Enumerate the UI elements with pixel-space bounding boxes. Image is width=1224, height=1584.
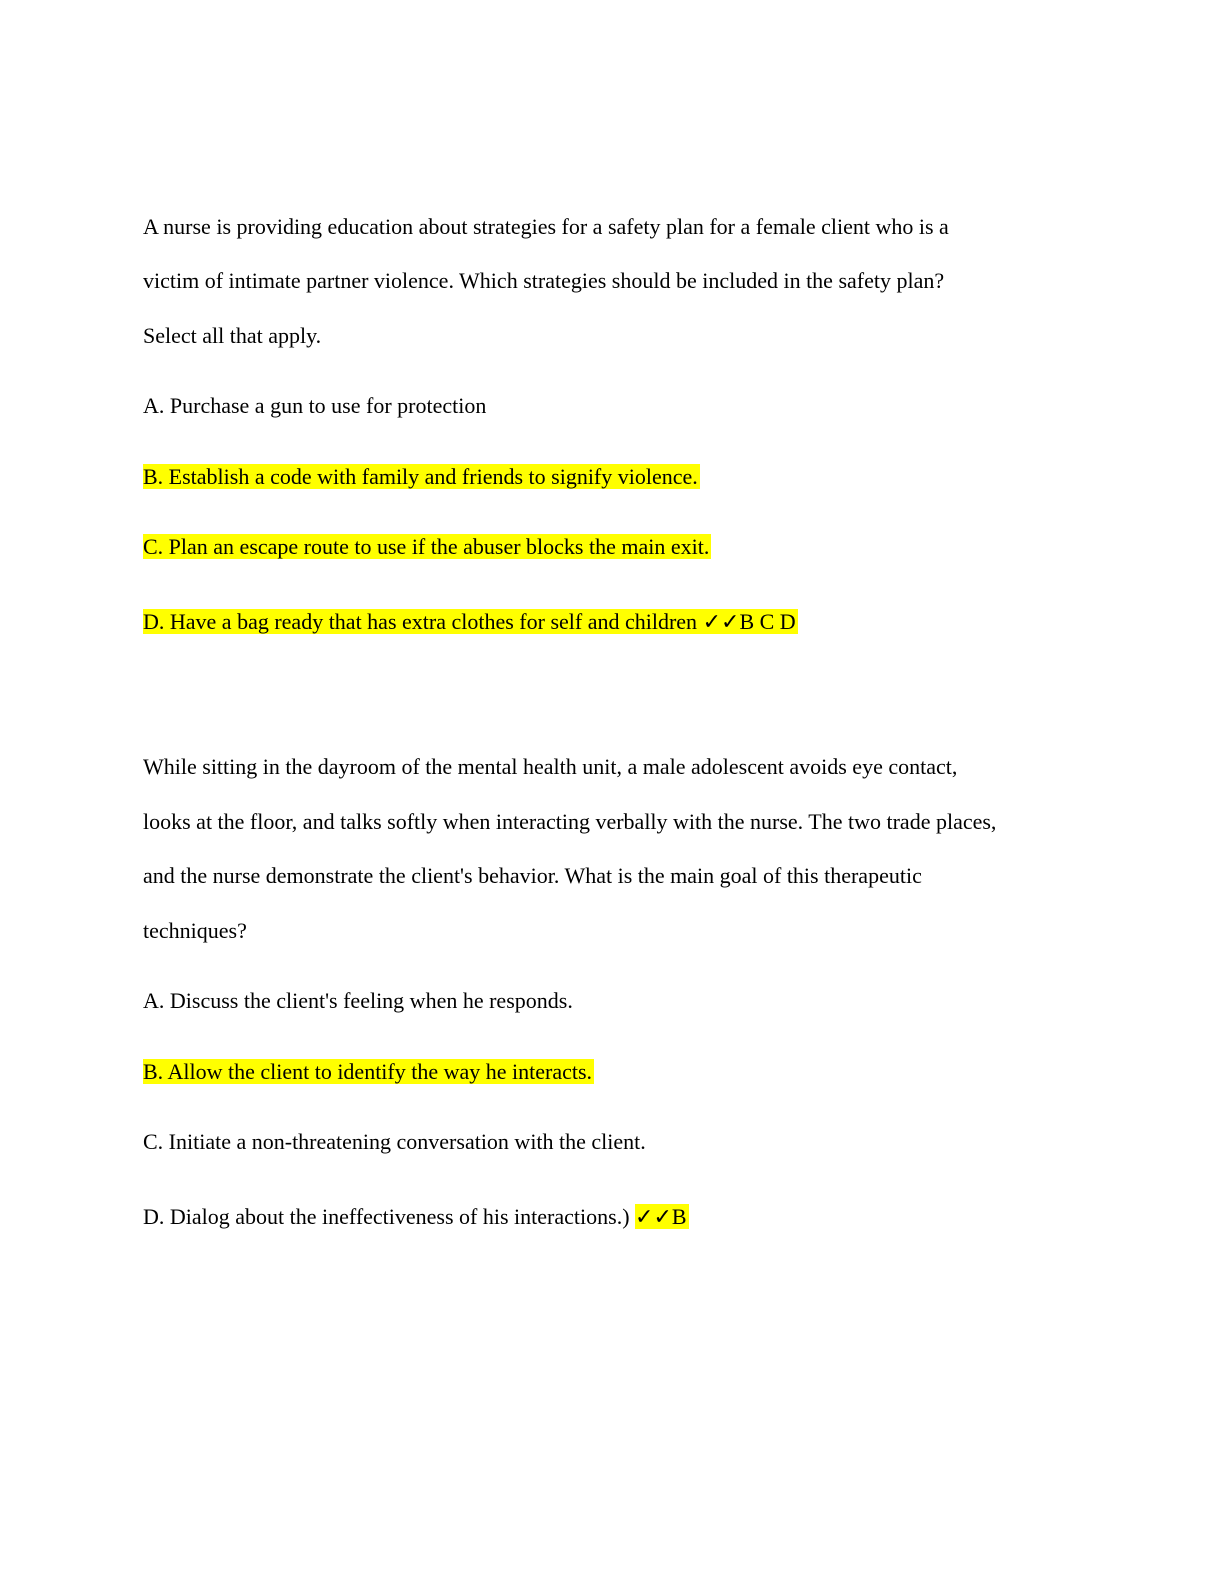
question-2-option-b-text: B. Allow the client to identify the way he interacts. [143, 1059, 593, 1084]
question-1-option-c [143, 534, 711, 560]
question-2-stem-line-2: looks at the floor, and talks softly when interacting verbally with the nurse. The two trade places, [143, 809, 997, 834]
question-1-stem-line-2: victim of intimate partner violence. Which strategies should be included in the safety plan? [143, 268, 945, 293]
question-2-stem-line-4: techniques? [143, 918, 247, 943]
question-2-option-b [143, 1059, 594, 1085]
question-1-option-d [143, 609, 798, 636]
question-1-option-d-text: D. Have a bag ready that has extra clothes for self and children [143, 609, 703, 634]
question-2-stem-line-1: While sitting in the dayroom of the mental health unit, a male adolescent avoids eye contact, [143, 754, 958, 779]
question-2-option-c: C. Initiate a non-threatening conversation with the client. [143, 1129, 646, 1154]
question-1-option-d-highlight [143, 609, 798, 634]
question-1-option-b [143, 464, 700, 490]
question-2-option-d [143, 1204, 689, 1231]
question-1-stem-line-3: Select all that apply. [143, 323, 322, 348]
question-2-stem-line-3: and the nurse demonstrate the client's behavior. What is the main goal of this therapeutic [143, 863, 922, 888]
double-check-icon: ✓✓ [635, 1205, 672, 1230]
question-1-option-c-text: C. Plan an escape route to use if the abuser blocks the main exit. [143, 534, 710, 559]
question-2-answer: B [671, 1204, 687, 1229]
question-1-stem-line-1: A nurse is providing education about strategies for a safety plan for a female client who is a [143, 214, 949, 239]
question-2-answer-highlight [635, 1204, 689, 1229]
question-1-option-a: A. Purchase a gun to use for protection [143, 393, 487, 418]
question-2-option-a: A. Discuss the client's feeling when he responds. [143, 988, 573, 1013]
double-check-icon: ✓✓ [702, 610, 740, 635]
question-1-answer: B C D [739, 609, 796, 634]
question-2-option-d-text: D. Dialog about the ineffectiveness of his interactions.) [143, 1204, 636, 1229]
question-1-option-b-text: B. Establish a code with family and friends to signify violence. [143, 464, 698, 489]
